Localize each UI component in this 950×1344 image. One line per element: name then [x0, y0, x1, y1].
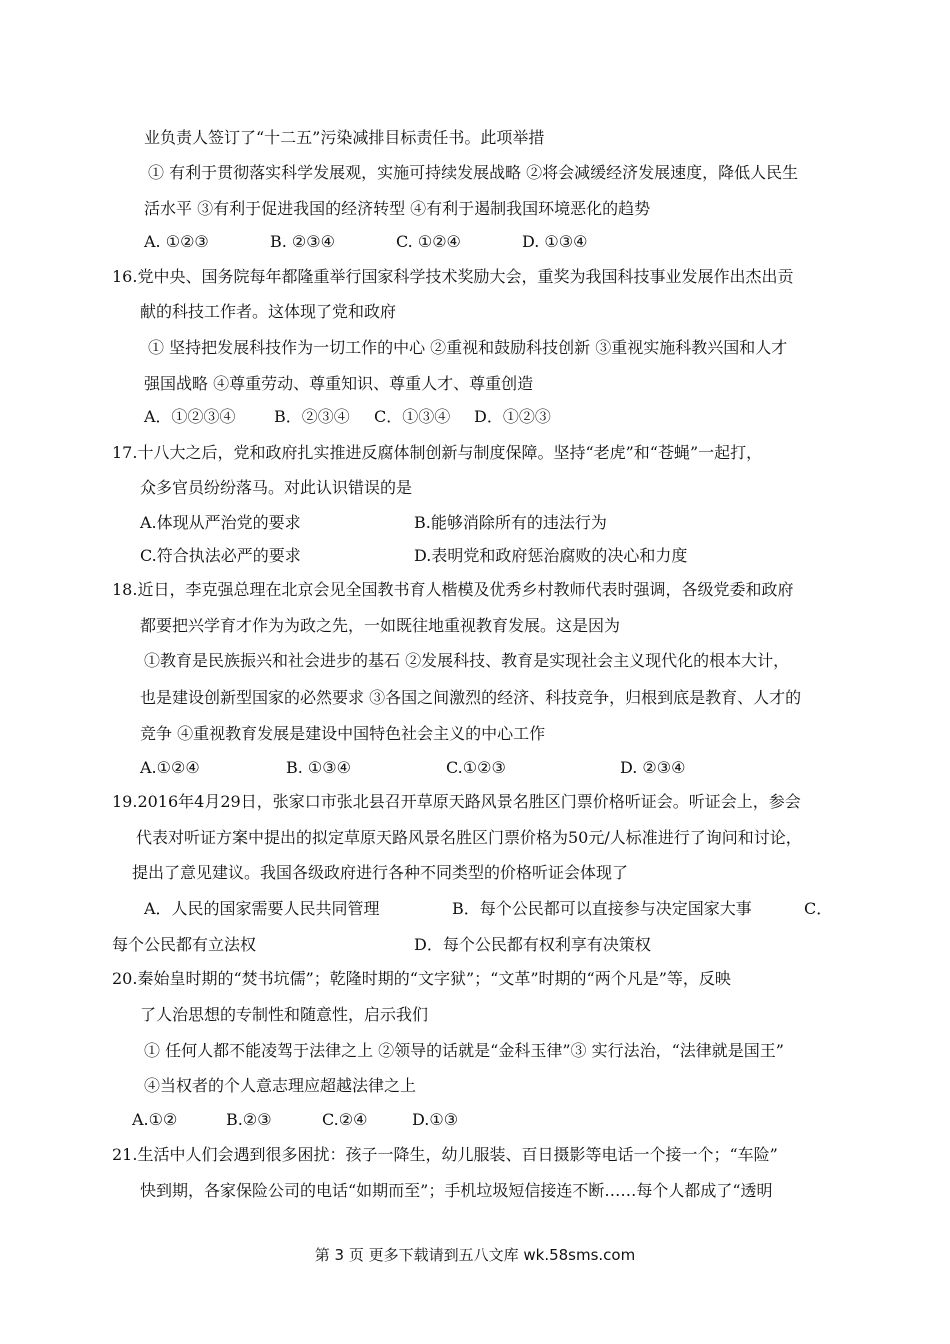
- q17-stem-line-1: 17.十八大之后，党和政府扎实推进反腐体制创新与制度保障。坚持“老虎”和“苍蝇”一起打，: [112, 443, 763, 462]
- q18-option-b: B. ①③④: [286, 758, 351, 777]
- q18-stem-line-2: 都要把兴学育才作为为政之先，一如既往地重视教育发展。这是因为: [140, 616, 621, 635]
- q16-stem-line-2: 献的科技工作者。这体现了党和政府: [140, 302, 397, 321]
- q17-option-a: A.体现从严治党的要求: [140, 513, 301, 532]
- q20-stem-line-2: 了人治思想的专制性和随意性，启示我们: [140, 1005, 429, 1024]
- page-footer: 第 3 页 更多下载请到五八文库 wk.58sms.com: [314, 1246, 636, 1264]
- q19-option-d: D．每个公民都有权利享有决策权: [414, 935, 651, 954]
- q15-option-b: B. ②③④: [270, 232, 335, 251]
- q19-stem-line-1: 19.2016年4月29日，张家口市张北县召开草原天路风景名胜区门票价格听证会。听证会上，参会: [112, 792, 801, 811]
- q19-stem-line-2: 代表对听证方案中提出的拟定草原天路风景名胜区门票价格为50元/人标准进行了询问和讨论，: [136, 828, 802, 847]
- q21-stem-line-1: 21.生活中人们会遇到很多困扰：孩子一降生，幼儿服装、百日摄影等电话一个接一个；“车险”: [112, 1145, 778, 1164]
- q17-option-c: C.符合执法必严的要求: [140, 546, 301, 565]
- q20-stem-line-1: 20.秦始皇时期的“焚书坑儒”；乾隆时期的“文字狱”；“文革”时期的“两个凡是”等，反映: [112, 969, 731, 988]
- q19-option-c-label: C．: [804, 899, 833, 918]
- q20-option-c: C.②④: [322, 1110, 368, 1129]
- q15-option-d: D. ①③④: [522, 232, 588, 251]
- q16-option-c: C．①③④: [374, 407, 451, 426]
- q16-option-a: A．①②③④: [144, 407, 236, 426]
- q18-statement-line-1: ①教育是民族振兴和社会进步的基石 ②发展科技、教育是实现社会主义现代化的根本大计，: [144, 651, 790, 670]
- q15-statement-line-2: 活水平 ③有利于促进我国的经济转型 ④有利于遏制我国环境恶化的趋势: [144, 199, 651, 218]
- q19-option-a: A．人民的国家需要人民共同管理: [144, 899, 380, 918]
- q18-stem-line-1: 18.近日，李克强总理在北京会见全国教书育人楷模及优秀乡村教师代表时强调，各级党委和政府: [112, 580, 794, 599]
- q16-option-d: D．①②③: [474, 407, 551, 426]
- q15-continuation: 业负责人签订了“十二五”污染减排目标责任书。此项举措: [144, 128, 545, 147]
- q17-option-b: B.能够消除所有的违法行为: [414, 513, 607, 532]
- q20-option-d: D.①③: [412, 1110, 459, 1129]
- q16-option-b: B．②③④: [274, 407, 350, 426]
- q20-statement-line-1: ① 任何人都不能凌驾于法律之上 ②领导的话就是“金科玉律”③ 实行法治，“法律就是国王”: [144, 1041, 784, 1060]
- q20-option-a: A.①②: [132, 1110, 178, 1129]
- q18-statement-line-2: 也是建设创新型国家的必然要求 ③各国之间激烈的经济、科技竞争，归根到底是教育、人才的: [140, 688, 802, 707]
- q19-option-b: B．每个公民都可以直接参与决定国家大事: [452, 899, 752, 918]
- q15-statement-line-1: ① 有利于贯彻落实科学发展观，实施可持续发展战略 ②将会减缓经济发展速度，降低人民生: [148, 163, 799, 182]
- q17-option-d: D.表明党和政府惩治腐败的决心和力度: [414, 546, 688, 565]
- q18-statement-line-3: 竞争 ④重视教育发展是建设中国特色社会主义的中心工作: [140, 724, 546, 743]
- q19-stem-line-3: 提出了意见建议。我国各级政府进行各种不同类型的价格听证会体现了: [132, 863, 629, 882]
- q18-option-a: A.①②④: [140, 758, 200, 777]
- q21-stem-line-2: 快到期，各家保险公司的电话“如期而至”；手机垃圾短信接连不断……每个人都成了“透明: [140, 1181, 773, 1200]
- q20-option-b: B.②③: [226, 1110, 272, 1129]
- q16-stem-line-1: 16.党中央、国务院每年都隆重举行国家科学技术奖励大会，重奖为我国科技事业发展作出杰出贡: [112, 267, 794, 286]
- q17-stem-line-2: 众多官员纷纷落马。对此认识错误的是: [140, 478, 413, 497]
- q18-option-d: D. ②③④: [620, 758, 686, 777]
- q16-statement-line-2: 强国战略 ④尊重劳动、尊重知识、尊重人才、尊重创造: [144, 374, 534, 393]
- q15-option-c: C. ①②④: [396, 232, 461, 251]
- q15-option-a: A. ①②③: [144, 232, 209, 251]
- q20-statement-line-2: ④当权者的个人意志理应超越法律之上: [144, 1076, 417, 1095]
- q18-option-c: C.①②③: [446, 758, 506, 777]
- q16-statement-line-1: ① 坚持把发展科技作为一切工作的中心 ②重视和鼓励科技创新 ③重视实施科教兴国和人才: [148, 338, 788, 357]
- q19-option-c-text: 每个公民都有立法权: [112, 935, 257, 954]
